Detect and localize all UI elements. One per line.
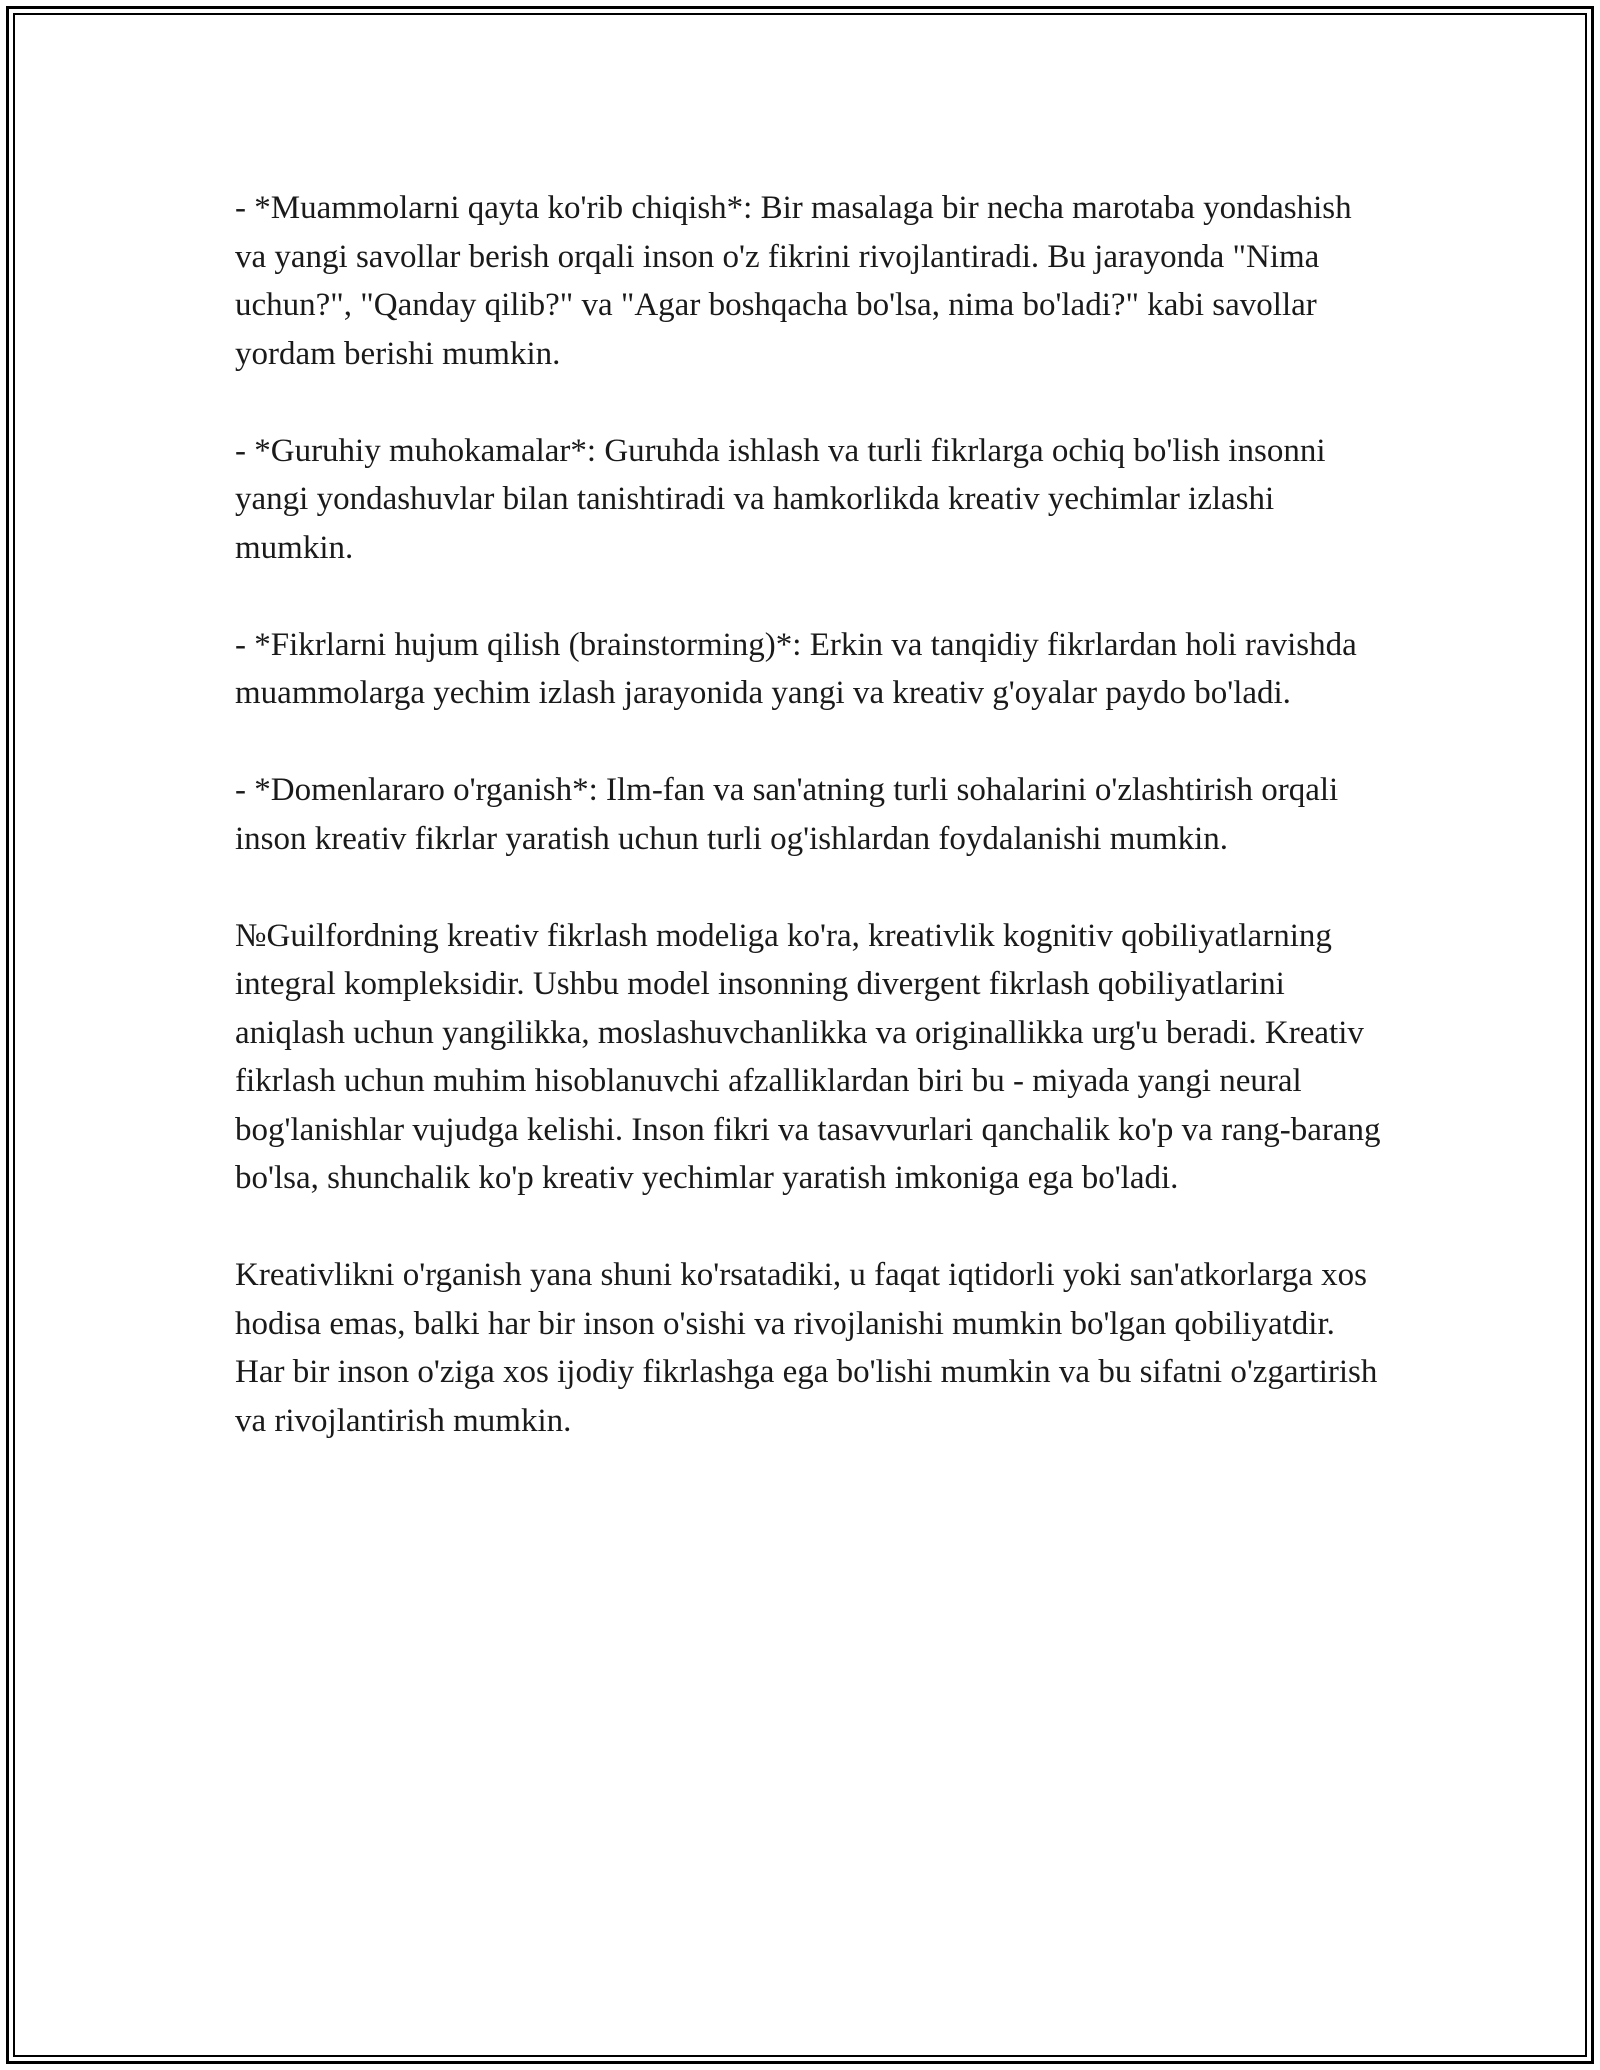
paragraph-fikrlarni-hujum-qilish: - *Fikrlarni hujum qilish (brainstorming)*: Erkin va tanqidiy fikrlardan holi ravishda muammolarga yechim izlash jarayonida yangi va kreativ g'oyalar paydo bo'ladi.: [235, 626, 1357, 711]
paragraph-guruhiy-muhokamalar: - *Guruhiy muhokamalar*: Guruhda ishlash va turli fikrlarga ochiq bo'lish insonni yangi yondashuvlar bilan tanishtiradi va hamkorlikda kreativ yechimlar izlashi mumkin.: [235, 432, 1326, 566]
paragraph-kreativlikni-organish: Kreativlikni o'rganish yana shuni ko'rsatadiki, u faqat iqtidorli yoki san'atkorlarga xos hodisa emas, balki har bir inson o'sishi va rivojlanishi mumkin bo'lgan qobiliyatdir. Har bir inson o'ziga xos ijodiy fikrlashga ega bo'lishi mumkin va bu sifatni o'zgartirish va rivojlantirish mumkin.: [235, 1257, 1378, 1439]
paragraph-domenlararo-organish: - *Domenlararo o'rganish*: Ilm-fan va san'atning turli sohalarini o'zlashtirish orqali inson kreativ fikrlar yaratish uchun turli og'ishlardan foydalanishi mumkin.: [235, 772, 1339, 857]
document-body: [235, 184, 1385, 1494]
paragraph-guilford-model: №Guilfordning kreativ fikrlash modeliga ko'ra, kreativlik kognitiv qobiliyatlarning integral kompleksidir. Ushbu model insonning divergent fikrlash qobiliyatlarini aniqlash uchun yangilikka, moslashuvchanlikka va originallikka urg'u beradi. Kreativ fikrlash uchun muhim hisoblanuvchi afzalliklardan biri bu - miyada yangi neural bog'lanishlar vujudga kelishi. Inson fikri va tasavvurlari qanchalik ko'p va rang-barang bo'lsa, shunchalik ko'p kreativ yechimlar yaratish imkoniga ega bo'ladi.: [235, 917, 1381, 1196]
paragraph-muammolarni-qayta-korib-chiqish: - *Muammolarni qayta ko'rib chiqish*: Bir masalaga bir necha marotaba yondashish va yangi savollar berish orqali inson o'z fikrini rivojlantiradi. Bu jarayonda "Nima uchun?", "Qanday qilib?" va "Agar boshqacha bo'lsa, nima bo'ladi?" kabi savollar yordam berishi mumkin.: [235, 190, 1352, 372]
